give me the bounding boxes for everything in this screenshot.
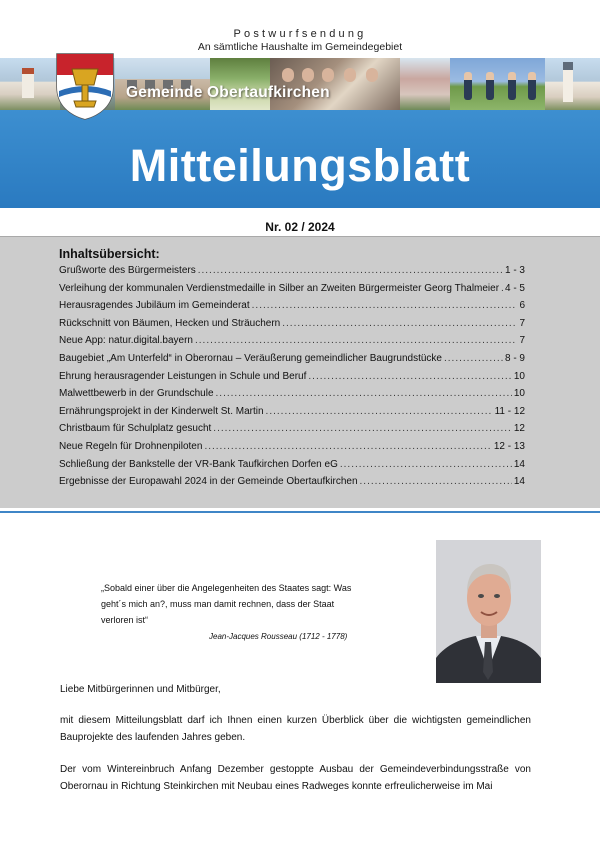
toc-item-page: 6 — [519, 300, 525, 312]
coat-of-arms-icon — [54, 51, 116, 121]
toc-item-page: 12 - 13 — [493, 440, 525, 452]
toc-item-page: 7 — [519, 317, 525, 329]
toc-item — [59, 283, 525, 301]
toc-leader-dots — [308, 371, 511, 382]
toc-item-page: 14 — [513, 476, 525, 488]
toc-item-label: Neue App: natur.digital.bayern — [59, 335, 193, 347]
toc-title: Inhaltsübersicht: — [59, 247, 160, 261]
toc-item-label: Ernährungsprojekt in der Kinderwelt St. Martin — [59, 405, 264, 417]
church-photo — [0, 58, 60, 110]
toc-leader-dots — [444, 353, 503, 364]
toc-leader-dots — [282, 318, 517, 329]
toc-item-page: 10 — [513, 370, 525, 382]
toc-item — [59, 265, 525, 283]
toc-leader-dots — [266, 406, 493, 417]
quote-author: Jean-Jacques Rousseau (1712 - 1778) — [209, 632, 348, 641]
postwurf-title: Postwurfsendung — [233, 28, 367, 40]
toc-item — [59, 335, 525, 353]
toc-item-label: Schließung der Bankstelle der VR-Bank Taufkirchen Dorfen eG — [59, 458, 338, 470]
school-photo — [400, 58, 450, 110]
toc-leader-dots — [216, 388, 512, 399]
toc-item — [59, 318, 525, 336]
toc-item-page: 4 - 5 — [504, 282, 525, 294]
letter-paragraph: Der vom Wintereinbruch Anfang Dezember gestoppte Ausbau der Gemeindeverbindungsstraße von Oberornau in Richtung Steinkirchen mit Neubau eines Radweges konnte erfreulicherweise im Mai — [60, 764, 531, 792]
toc-leader-dots — [360, 476, 512, 487]
toc-item-label: Ehrung herausragender Leistungen in Schule und Beruf — [59, 370, 307, 382]
toc-item-label: Neue Regeln für Drohnenpiloten — [59, 440, 203, 452]
toc-leader-dots — [501, 283, 503, 294]
toc-item — [59, 353, 525, 371]
quote-text: „Sobald einer über die Angelegenheiten des Staates sagt: Was geht´s mich an?, muss man damit rechnen, dass der Staat verloren ist“ — [101, 583, 352, 625]
toc-item-page: 14 — [513, 458, 525, 470]
toc-leader-dots — [213, 423, 512, 434]
mayor-portrait — [436, 540, 541, 683]
toc-leader-dots — [340, 459, 512, 470]
toc-leader-dots — [204, 441, 491, 452]
toc-item-label: Grußworte des Bürgermeisters — [59, 265, 196, 276]
toc-item-page: 1 - 3 — [504, 265, 525, 276]
toc-item-label: Baugebiet „Am Unterfeld“ in Oberornau – Veräußerung gemeindlicher Baugrundstücke — [59, 352, 442, 364]
toc-item — [59, 476, 525, 494]
toc-item — [59, 300, 525, 318]
toc-list — [59, 265, 525, 494]
letter-paragraph: mit diesem Mitteilungsblatt darf ich Ihnen einen kurzen Überblick über die wichtigsten gemeindlichen Bauprojekte des laufenden Jahres geben. — [60, 715, 531, 743]
toc-item — [59, 423, 525, 441]
toc-item-page: 11 - 12 — [494, 405, 525, 417]
toc-item-label: Ergebnisse der Europawahl 2024 in der Gemeinde Obertaufkirchen — [59, 476, 358, 488]
letter-greeting: Liebe Mitbürgerinnen und Mitbürger, — [60, 684, 221, 695]
children-photo — [450, 58, 545, 110]
toc-item — [59, 371, 525, 389]
postwurf-header — [0, 28, 600, 53]
toc-item-page: 10 — [513, 388, 525, 400]
steeple-photo — [545, 58, 600, 110]
toc-item-label: Rückschnitt von Bäumen, Hecken und Sträuchern — [59, 317, 281, 329]
toc-item-page: 7 — [519, 335, 525, 347]
toc-item-page: 12 — [513, 423, 525, 435]
toc-item-page: 8 - 9 — [504, 352, 525, 364]
municipality-name: Gemeinde Obertaufkirchen — [126, 84, 330, 101]
toc-leader-dots — [195, 335, 517, 346]
toc-item — [59, 459, 525, 477]
divider — [0, 511, 600, 513]
toc-item — [59, 388, 525, 406]
table-of-contents — [0, 236, 600, 508]
issue-number: Nr. 02 / 2024 — [265, 220, 335, 234]
toc-item — [59, 406, 525, 424]
masthead-title: Mitteilungsblatt — [129, 140, 471, 191]
toc-item-label: Christbaum für Schulplatz gesucht — [59, 423, 212, 435]
toc-item-label: Verleihung der kommunalen Verdienstmedaille in Silber an Zweiten Bürgermeister Georg Thalmeier — [59, 282, 500, 294]
toc-item-label: Malwettbewerb in der Grundschule — [59, 388, 214, 400]
toc-item-label: Herausragendes Jubiläum im Gemeinderat — [59, 300, 250, 312]
toc-leader-dots — [252, 300, 518, 311]
toc-item — [59, 441, 525, 459]
postwurf-subtitle: An sämtliche Haushalte im Gemeindegebiet — [197, 41, 403, 53]
toc-leader-dots — [198, 265, 503, 276]
